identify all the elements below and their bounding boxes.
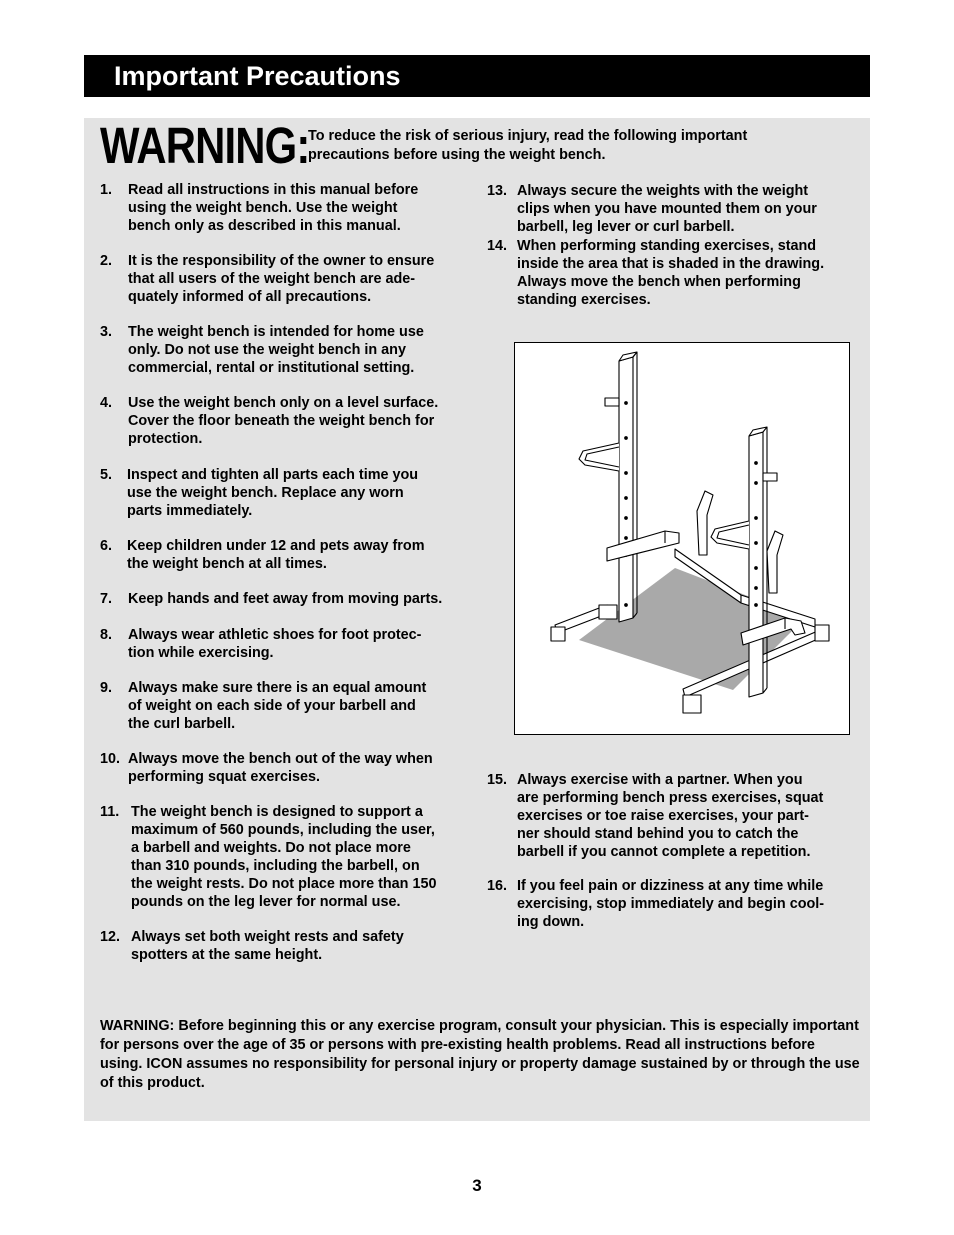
precaution-text: The weight bench is designed to support a maximum of 560 pounds, including the user, a barbell and weights. Do not place more than 310 pounds, including the barbell, on the weight rests. Do not place more than 150 pounds on the leg lever for normal use. [131, 804, 437, 910]
precaution-number: 7. [100, 591, 113, 607]
precaution-item [100, 803, 480, 911]
precaution-item [487, 237, 867, 309]
precaution-item [100, 537, 480, 573]
precaution-number: 3. [100, 324, 113, 340]
warning-heading: WARNING: [100, 117, 310, 174]
precaution-item [100, 590, 480, 608]
precaution-text: Use the weight bench only on a level surface. Cover the floor beneath the weight bench for protection. [128, 395, 439, 447]
precaution-number: 5. [100, 467, 113, 483]
precaution-item [100, 750, 480, 786]
header-bar [84, 55, 870, 97]
precaution-number: 12. [100, 929, 121, 945]
precaution-text: Always secure the weights with the weight clips when you have mounted them on your barbell, leg lever or curl barbell. [517, 183, 817, 235]
precaution-text: It is the responsibility of the owner to ensure that all users of the weight bench are ade- quately informed of all precautions. [128, 253, 435, 305]
precaution-text: Keep hands and feet away from moving parts. [128, 591, 443, 607]
precaution-text: Inspect and tighten all parts each time you use the weight bench. Replace any worn parts immediately. [127, 467, 419, 519]
precaution-item [487, 771, 867, 861]
precaution-number: 16. [487, 878, 508, 894]
precaution-item [100, 466, 480, 520]
precaution-item [100, 928, 480, 964]
precaution-text: Read all instructions in this manual before using the weight bench. Use the weight bench only as described in this manual. [128, 182, 419, 234]
precaution-number: 14. [487, 238, 508, 254]
footer-warning: WARNING: Before beginning this or any exercise program, consult your physician. This is especially important for persons over the age of 35 or persons with pre-existing health problems. Read all instructions before using. ICON assumes no responsibility for personal injury or property damage sustained by or through the use of this product. [100, 1018, 860, 1091]
precaution-text: When performing standing exercises, stand inside the area that is shaded in the drawing. Always move the bench when performing standing exercises. [517, 238, 825, 308]
precaution-text: Always wear athletic shoes for foot protec- tion while exercising. [128, 627, 422, 661]
precaution-number: 11. [100, 804, 120, 820]
precaution-item [487, 182, 867, 236]
page-title: Important Precautions [114, 61, 401, 91]
precaution-text: Always move the bench out of the way when performing squat exercises. [128, 751, 433, 785]
precaution-number: 1. [100, 182, 113, 198]
weight-bench-illustration [514, 342, 850, 735]
precaution-number: 4. [100, 395, 113, 411]
precaution-number: 13. [487, 183, 508, 199]
precaution-item [100, 626, 480, 662]
precaution-number: 8. [100, 627, 113, 643]
precaution-number: 9. [100, 680, 113, 696]
precaution-text: Keep children under 12 and pets away from the weight bench at all times. [127, 538, 425, 572]
precaution-item [100, 679, 480, 733]
precaution-item [487, 877, 867, 931]
precaution-item [100, 394, 480, 448]
left-upright [579, 352, 637, 622]
precaution-item [100, 323, 480, 377]
precaution-number: 10. [100, 751, 121, 767]
precaution-number: 15. [487, 772, 508, 788]
precaution-item [100, 181, 480, 235]
page-number: 3 [472, 1176, 482, 1195]
precaution-text: If you feel pain or dizziness at any time while exercising, stop immediately and begin cool- ing down. [517, 878, 825, 930]
precaution-text: Always set both weight rests and safety spotters at the same height. [131, 929, 404, 963]
weight-bench-drawing [515, 343, 849, 734]
precaution-item [100, 252, 480, 306]
precaution-text: Always exercise with a partner. When you are performing bench press exercises, squat exercises or toe raise exercises, your part- ner should stand behind you to catch the barbell if you cannot complete a repetition. [517, 772, 824, 860]
warning-intro: To reduce the risk of serious injury, read the following important precautions before using the weight bench. [308, 128, 748, 163]
precaution-text: The weight bench is intended for home use only. Do not use the weight bench in any commercial, rental or institutional setting. [128, 324, 424, 376]
precaution-number: 2. [100, 253, 113, 269]
precaution-text: Always make sure there is an equal amount of weight on each side of your barbell and the curl barbell. [128, 680, 427, 732]
precaution-number: 6. [100, 538, 113, 554]
